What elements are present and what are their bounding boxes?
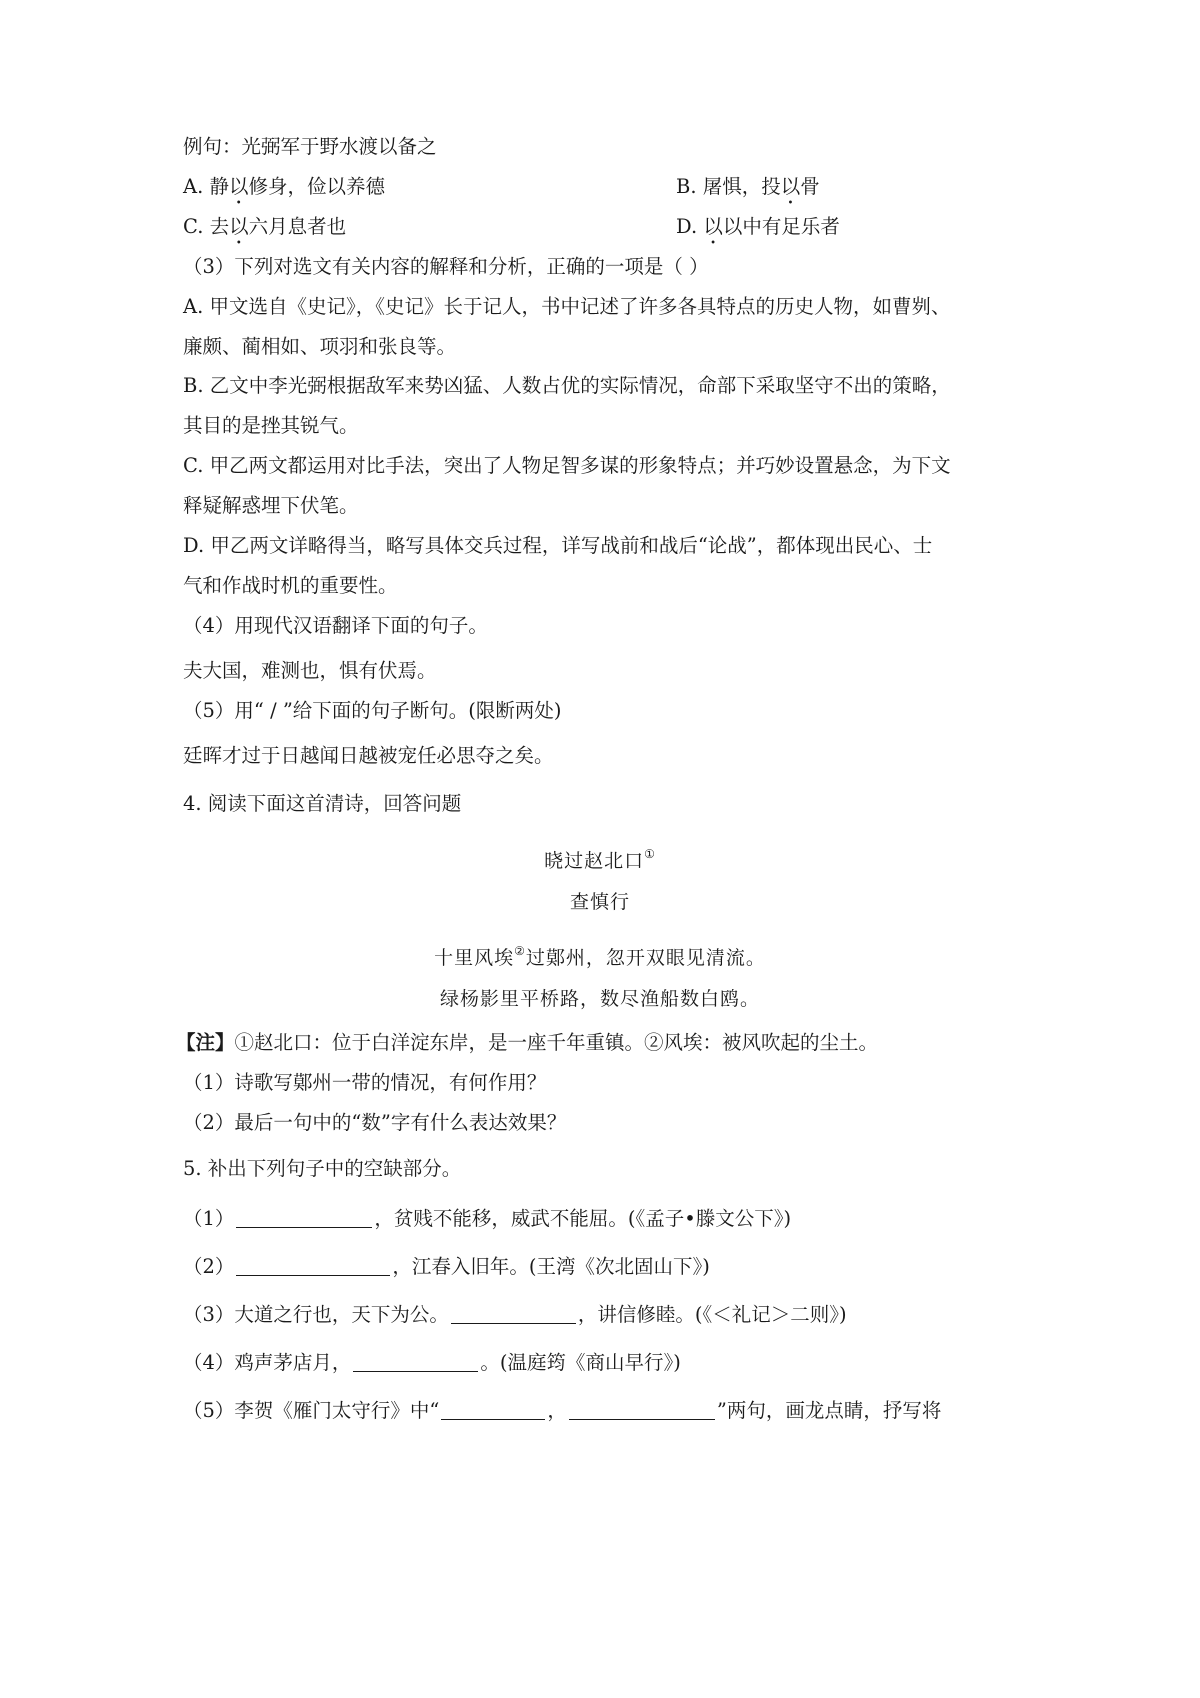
- option-text: 修身，俭以养德: [248, 175, 386, 198]
- question-stem: （4）用现代汉语翻译下面的句子。: [183, 614, 488, 637]
- option-d-line2: 气和作战时机的重要性。: [183, 574, 398, 597]
- question-sub: （1）诗歌写鄚州一带的情况，有何作用？: [183, 1071, 547, 1094]
- option-text: 以中有足乐者: [722, 215, 840, 238]
- item-text: （1）: [183, 1207, 235, 1230]
- option-text: D.: [676, 215, 704, 238]
- fill-item: [183, 1206, 791, 1232]
- option-c: [183, 214, 346, 249]
- option-b-line2: 其目的是挫其锐气。: [183, 414, 359, 437]
- option-d: [676, 214, 840, 249]
- poem-title-text: 晓过赵北口: [544, 850, 645, 872]
- translation-sentence: 夫大国，难测也，惧有伏焉。: [183, 659, 437, 682]
- poem-note: [176, 1030, 878, 1056]
- item-text: ，江春入旧年。(王湾《次北固山下》): [392, 1255, 710, 1278]
- item-text: （3）大道之行也，天下为公。: [183, 1303, 449, 1326]
- option-text: A. 静: [183, 175, 229, 198]
- option-b-line1: B. 乙文中李光弼根据敌军来势凶猛、人数占优的实际情况，命部下采取坚守不出的策略，: [183, 374, 951, 397]
- option-c-line2: 释疑解惑埋下伏笔。: [183, 494, 359, 517]
- item-text: ，讲信修睦。(《＜礼记＞二则》): [577, 1303, 847, 1326]
- question-sub: （2）最后一句中的“数”字有什么表达效果？: [183, 1111, 567, 1134]
- item-text: ，: [547, 1399, 567, 1422]
- answer-blank[interactable]: [236, 1207, 372, 1228]
- answer-blank[interactable]: [569, 1399, 715, 1420]
- poem-line: 绿杨影里平桥路，数尽渔船数白鸥。: [439, 988, 760, 1010]
- poem-text: 过鄚州，忽开双眼见清流。: [525, 947, 766, 969]
- example-sentence: 例句：光弼军于野水渡以备之: [183, 135, 437, 158]
- dotted-char: 以: [780, 175, 801, 198]
- answer-blank[interactable]: [451, 1303, 576, 1324]
- item-text: 。(温庭筠《商山早行》): [480, 1351, 681, 1374]
- option-c-line1: C. 甲乙两文都运用对比手法，突出了人物足智多谋的形象特点；并巧妙设置悬念，为下文: [183, 454, 951, 477]
- answer-blank[interactable]: [441, 1399, 545, 1420]
- fill-item: [183, 1254, 710, 1280]
- option-a-line1: A. 甲文选自《史记》，《史记》长于记人，书中记述了许多各具特点的历史人物，如曹刿、: [183, 295, 951, 318]
- option-a: [183, 174, 385, 209]
- footnote-mark: ①: [644, 847, 656, 861]
- note-label: 【注】: [176, 1031, 235, 1054]
- question-stem: 5. 补出下列句子中的空缺部分。: [183, 1157, 462, 1180]
- option-d-line1: D. 甲乙两文详略得当，略写具体交兵过程，详写战前和战后“论战”，都体现出民心、士: [183, 534, 933, 557]
- dotted-char: 以: [228, 175, 249, 198]
- note-text: ①赵北口：位于白洋淀东岸，是一座千年重镇。②风埃：被风吹起的尘土。: [234, 1031, 879, 1054]
- item-text: （2）: [183, 1255, 235, 1278]
- option-text: C. 去: [183, 215, 230, 238]
- item-text: ，贫贱不能移，威武不能屈。(《孟子•滕文公下》): [374, 1207, 792, 1230]
- poem-text: 十里风埃: [434, 947, 515, 969]
- item-text: （4）鸡声茅店月，: [183, 1351, 352, 1374]
- answer-blank[interactable]: [236, 1255, 390, 1276]
- option-b: [676, 174, 820, 209]
- fill-item: [183, 1350, 681, 1376]
- option-a-line2: 廉颇、蔺相如、项羽和张良等。: [183, 335, 457, 358]
- option-text: 六月息者也: [248, 215, 347, 238]
- item-text: ”两句，画龙点睛，抒写将: [716, 1399, 942, 1422]
- question-stem: 4. 阅读下面这首清诗，回答问题: [183, 792, 462, 815]
- punctuation-sentence: 廷晖才过于日越闻日越被宠任必思夺之矣。: [183, 744, 554, 767]
- item-text: （5）李贺《雁门太守行》中“: [183, 1399, 440, 1422]
- dotted-char: 以: [703, 215, 723, 238]
- poem-line: [0, 938, 1200, 971]
- fill-item: [183, 1302, 847, 1328]
- poem-title: [0, 841, 1200, 874]
- poem-author: 查慎行: [569, 891, 630, 913]
- option-text: 骨: [800, 175, 820, 198]
- question-stem: （3）下列对选文有关内容的解释和分析，正确的一项是（ ）: [183, 255, 709, 278]
- fill-item: [183, 1398, 941, 1424]
- option-text: B. 屠惧，投: [676, 175, 781, 198]
- question-stem: （5）用“ / ”给下面的句子断句。(限断两处): [183, 699, 562, 722]
- footnote-mark: ②: [514, 944, 526, 958]
- answer-blank[interactable]: [353, 1351, 478, 1372]
- dotted-char: 以: [229, 215, 249, 238]
